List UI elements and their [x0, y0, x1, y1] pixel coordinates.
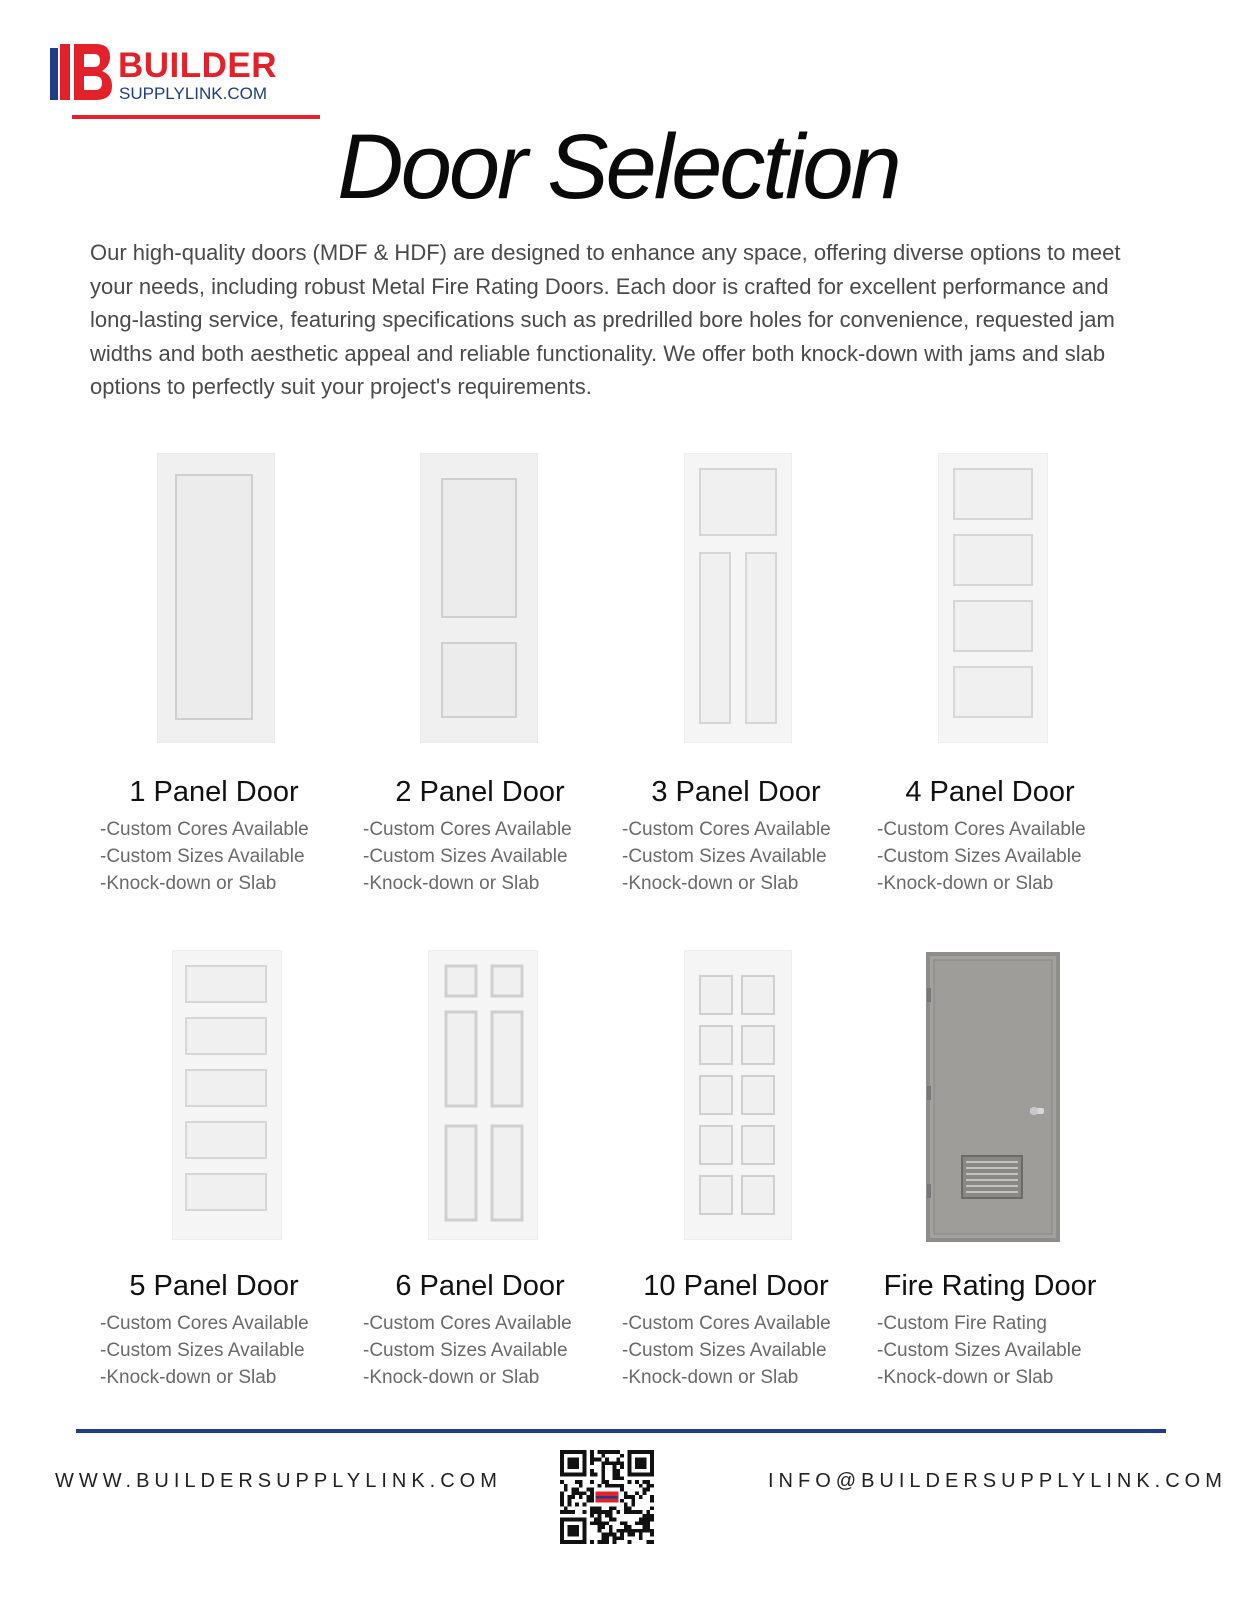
door-image-1-panel: [157, 453, 275, 743]
door-image-3-panel: [684, 453, 792, 743]
door-feature-item: -Custom Sizes Available: [100, 1340, 305, 1361]
door-image-4-panel: [938, 453, 1048, 743]
door-features: [877, 816, 1137, 897]
door-feature-item: -Custom Sizes Available: [877, 846, 1082, 867]
door-image-6-panel: [428, 950, 538, 1240]
door-feature-item: -Custom Sizes Available: [100, 846, 305, 867]
door-image-2-panel: [420, 453, 538, 743]
door-feature-item: -Knock-down or Slab: [363, 873, 540, 894]
door-features: [622, 816, 882, 897]
door-feature-item: -Custom Cores Available: [622, 819, 831, 840]
qr-code-icon[interactable]: [560, 1450, 654, 1544]
door-name: 3 Panel Door: [651, 776, 821, 808]
door-features: [622, 1310, 882, 1391]
door-name: 6 Panel Door: [395, 1270, 565, 1302]
door-features: [363, 1310, 623, 1391]
door-name: Fire Rating Door: [883, 1270, 1097, 1302]
door-feature-item: -Custom Sizes Available: [622, 846, 827, 867]
door-feature-item: -Custom Sizes Available: [622, 1340, 827, 1361]
door-name: 4 Panel Door: [905, 776, 1075, 808]
door-name: 2 Panel Door: [395, 776, 565, 808]
door-feature-item: -Custom Sizes Available: [363, 846, 568, 867]
door-feature-item: -Custom Sizes Available: [877, 1340, 1082, 1361]
door-feature-item: -Custom Cores Available: [100, 1313, 309, 1334]
door-feature-item: -Knock-down or Slab: [622, 1367, 799, 1388]
door-feature-item: -Custom Fire Rating: [877, 1313, 1047, 1334]
door-feature-item: -Custom Sizes Available: [363, 1340, 568, 1361]
door-features: [100, 816, 360, 897]
brand-logo-mark-icon: [50, 42, 116, 104]
door-feature-item: -Knock-down or Slab: [100, 1367, 277, 1388]
door-image-fire-rating: [926, 952, 1060, 1242]
door-name: 10 Panel Door: [643, 1270, 829, 1302]
door-feature-item: -Custom Cores Available: [622, 1313, 831, 1334]
door-feature-item: -Custom Cores Available: [363, 819, 572, 840]
door-feature-item: -Custom Cores Available: [363, 1313, 572, 1334]
footer-email[interactable]: INFO@BUILDERSUPPLYLINK.COM: [768, 1470, 1227, 1492]
door-features: [363, 816, 623, 897]
door-image-5-panel: [172, 950, 282, 1240]
door-features: [100, 1310, 360, 1391]
door-feature-item: -Knock-down or Slab: [877, 873, 1054, 894]
page-title: Door Selection: [337, 116, 899, 218]
door-feature-item: -Knock-down or Slab: [622, 873, 799, 894]
intro-paragraph: Our high-quality doors (MDF & HDF) are designed to enhance any space, offering diverse options to meet your needs, including robust Metal Fire Rating Doors. Each door is crafted for excellent performance and long-lasting service, featuring specifications such as predrilled bore holes for convenience, requested jam widths and both aesthetic appeal and reliable functionality. We offer both knock-down with jams and slab options to perfectly suit your project's requirements.: [90, 240, 1121, 399]
door-feature-item: -Custom Cores Available: [100, 819, 309, 840]
door-image-10-panel: [684, 950, 792, 1240]
footer-website[interactable]: WWW.BUILDERSUPPLYLINK.COM: [55, 1470, 502, 1492]
door-features: [877, 1310, 1137, 1391]
door-feature-item: -Knock-down or Slab: [877, 1367, 1054, 1388]
brand-name: BUILDER: [118, 46, 278, 85]
door-feature-item: -Knock-down or Slab: [100, 873, 277, 894]
door-feature-item: -Knock-down or Slab: [363, 1367, 540, 1388]
door-name: 5 Panel Door: [129, 1270, 299, 1302]
footer-rule: [76, 1429, 1166, 1433]
door-feature-item: -Custom Cores Available: [877, 819, 1086, 840]
door-name: 1 Panel Door: [129, 776, 299, 808]
brand-sub: SUPPLYLINK.COM: [119, 84, 268, 103]
